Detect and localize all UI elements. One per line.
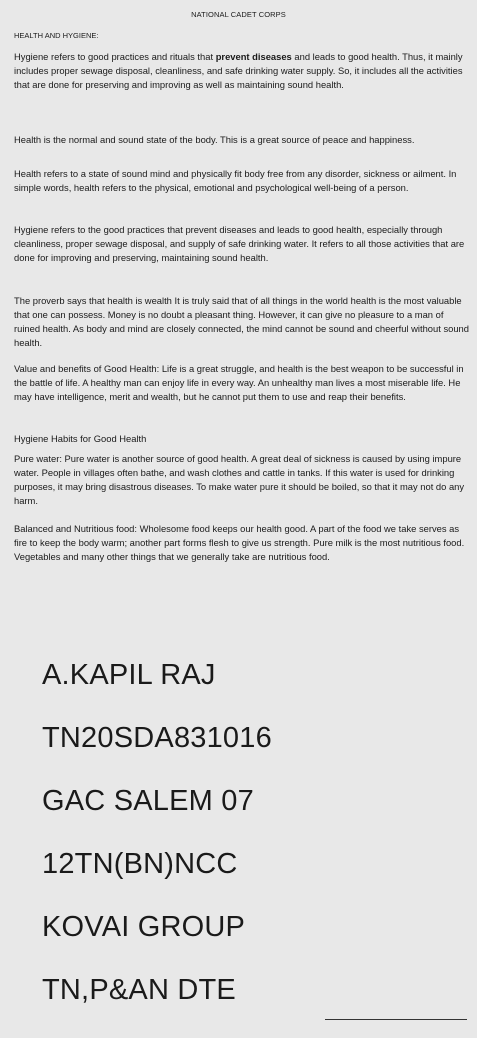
paragraph-text: and leads to good health. Thus, it mainly includes proper sewage disposal, cleanliness, and safe drinking water supply. So, it includes all the activities that are done for preserving and improving as well as maintaining sound health. bbox=[14, 51, 463, 91]
cadet-directorate: TN,P&AN DTE bbox=[42, 974, 236, 1006]
cadet-group: KOVAI GROUP bbox=[42, 911, 246, 943]
cadet-name: A.KAPIL RAJ bbox=[42, 659, 216, 691]
paragraph-value-of-health: Value and benefits of Good Health: Life is a great struggle, and health is the best weapon to be successful in the battle of life. A healthy man can enjoy life in every way. An unhealthy man lives a most miserable life. He may have intelligence, merit and wealth, but he cannot put them to use and reap their benefits. bbox=[14, 363, 464, 403]
paragraph-nutritious-food: Balanced and Nutritious food: Wholesome food keeps our health good. A part of the food we take serves as fire to keep the body warm; another part forms flesh to give us strength. Pure milk is the most nutritious food. Vegetables and many other things that we generally take are nutritious food. bbox=[14, 523, 465, 563]
cadet-battalion: 12TN(BN)NCC bbox=[42, 848, 238, 880]
bold-phrase: prevent diseases bbox=[215, 51, 292, 62]
paragraph-hygiene-intro bbox=[14, 50, 469, 92]
paragraph-pure-water: Pure water: Pure water is another source of good health. A great deal of sickness is caused by using impure water. People in villages often bathe, and wash clothes and cattle in tanks. If this water is used for drinking purposes, it may bring disastrous diseases. To make water pure it should be boiled, so that it may not do any harm. bbox=[14, 453, 465, 507]
paragraph-health-definition: Health is the normal and sound state of the body. This is a great source of peace and happiness. bbox=[14, 134, 415, 145]
document-title: NATIONAL CADET CORPS bbox=[191, 10, 286, 19]
section-heading: HEALTH AND HYGIENE: bbox=[14, 31, 99, 40]
paragraph-health-state: Health refers to a state of sound mind and physically fit body free from any disorder, sickness or ailment. In simple words, health refers to the physical, emotional and psychological well-being of a person. bbox=[14, 168, 457, 194]
paragraph-text: Hygiene refers to good practices and rituals that bbox=[14, 51, 216, 62]
paragraph-hygiene-practices: Hygiene refers to the good practices that prevent diseases and leads to good health, especially through cleanliness, proper sewage disposal, and supply of safe drinking water. It refers to all those activities that are done for improving and preserving, maintaining sound health. bbox=[14, 224, 465, 264]
bottom-divider bbox=[325, 1019, 467, 1020]
paragraph-health-is-wealth: The proverb says that health is wealth It is truly said that of all things in the world health is the most valuable that one can possess. Money is no doubt a pleasant thing. However, it can give no pleasure to a man of ruined health. As body and mind are closely connected, the mind cannot be sound and cheerful without sound health. bbox=[14, 295, 469, 349]
cadet-college: GAC SALEM 07 bbox=[42, 785, 254, 817]
cadet-details bbox=[42, 660, 472, 1038]
cadet-regimental-number: TN20SDA831016 bbox=[42, 722, 272, 754]
subheading-hygiene-habits: Hygiene Habits for Good Health bbox=[14, 433, 147, 444]
